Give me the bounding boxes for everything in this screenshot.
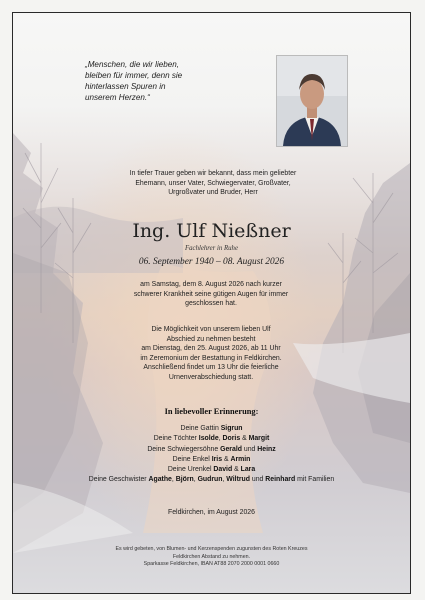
survivor-name: David (213, 466, 233, 474)
survivor-line (13, 424, 410, 434)
death-paragraph: am Samstag, dem 8. August 2026 nach kurzer schwerer Krankheit seine gütigen Augen für immer geschlossen hat. (133, 281, 289, 308)
survivor-relation: Deine Töchter (153, 435, 199, 443)
survivor-name: Gerald (220, 445, 242, 453)
funeral-paragraph: Die Möglichkeit von unserem lieben Ulf Abschied zu nehmen besteht am Dienstag, den 25. August 2026, ab 11 Uhr im Zeremonium der Bestattung in Feldkirchen. Anschließend findet um 13 Uhr die feierliche Urnenverabschiedung statt. (140, 326, 282, 381)
survivor-name: Heinz (257, 445, 276, 453)
survivor-name: Gudrun (197, 476, 223, 484)
survivor-name: Björn (175, 476, 194, 484)
survivor-relation: & (222, 455, 231, 463)
obituary-card (12, 12, 411, 594)
place-date: Feldkirchen, im August 2026 (168, 509, 255, 516)
survivor-relation: & (240, 435, 249, 443)
deceased-profession: Fachlehrer in Ruhe (185, 245, 238, 252)
survivor-relation: Deine Gattin (180, 425, 221, 432)
survivor-relation: Deine Urenkel (167, 466, 214, 474)
survivor-name: Reinhard (265, 476, 296, 484)
survivor-name: Doris (222, 435, 241, 443)
portrait-photo (276, 55, 348, 147)
survivor-relation: , (193, 476, 198, 484)
life-dates: 06. September 1940 – 08. August 2026 (138, 257, 285, 267)
survivor-relation: Deine Geschwister (88, 476, 149, 484)
survivor-name: Isolde (198, 435, 219, 443)
survivors-list (13, 424, 410, 486)
survivor-name: Iris (211, 455, 223, 463)
survivor-relation: mit Familien (295, 476, 335, 484)
deceased-name: Ing. Ulf Nießner (132, 220, 291, 242)
survivor-line (13, 465, 410, 475)
memory-title: In liebevoller Erinnerung: (164, 407, 259, 416)
survivor-name: Armin (230, 455, 251, 463)
survivor-relation: und (241, 445, 258, 453)
survivor-name: Wiltrud (226, 476, 250, 484)
survivor-line (13, 455, 410, 465)
donation-note: Es wird gebeten, von Blumen- und Kerzenspenden zugunsten des Roten Kreuzes Feldkirchen Abstand zu nehmen. Sparkasse Feldkirchen, IBAN AT88 2070 2000 0001 0660 (115, 546, 308, 568)
survivor-name: Sigrun (220, 425, 243, 432)
survivor-name: Agathe (148, 476, 172, 484)
survivor-name: Lara (240, 466, 256, 474)
memorial-quote: „Menschen, die wir lieben, bleiben für immer, denn sie hinterlassen Spuren in unserem Herzen.“ (85, 60, 183, 102)
survivor-relation: & (232, 466, 241, 474)
survivor-relation: , (218, 435, 223, 443)
survivor-relation: , (222, 476, 227, 484)
survivor-line (13, 475, 410, 485)
survivor-relation: , (171, 476, 176, 484)
announcement-intro: In tiefer Trauer geben wir bekannt, dass mein geliebter Ehemann, unser Vater, Schwiegervater, Großvater, Urgroßvater und Bruder, Herr (129, 170, 297, 197)
survivor-line (13, 434, 410, 444)
survivor-relation: Deine Enkel (172, 455, 212, 463)
survivor-relation: Deine Schwiegersöhne (147, 445, 221, 453)
survivor-relation: und (249, 476, 266, 484)
survivor-name: Margit (248, 435, 270, 443)
survivor-line (13, 445, 410, 455)
